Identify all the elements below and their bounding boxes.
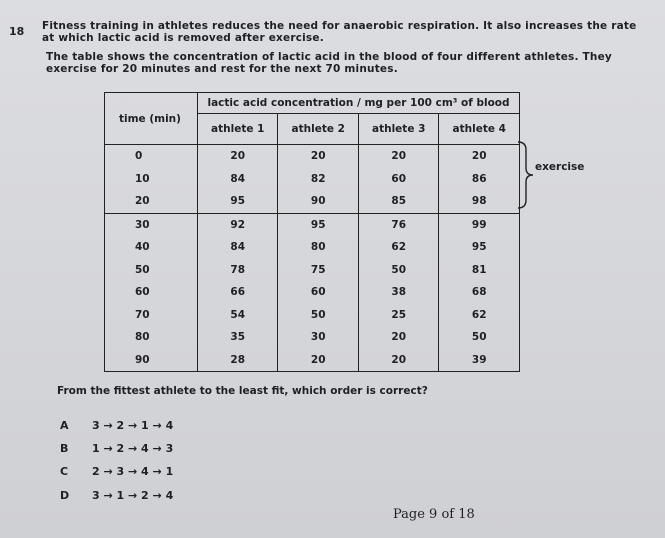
- table-cell: 84: [198, 236, 278, 259]
- table-cell: 20: [358, 326, 438, 349]
- option-text: 3 → 2 → 1 → 4: [92, 419, 174, 432]
- table-cell: 20: [358, 145, 438, 168]
- table-cell: 20: [105, 190, 198, 213]
- option-letter: B: [60, 442, 69, 455]
- table-cell: 85: [358, 190, 438, 213]
- table-row: [105, 259, 520, 282]
- table-cell: 28: [198, 349, 278, 372]
- option-text: 2 → 3 → 4 → 1: [92, 465, 174, 478]
- intro-line-1: Fitness training in athletes reduces the need for anaerobic respiration. It also increases the rate: [42, 20, 637, 32]
- option-text: 1 → 2 → 4 → 3: [92, 442, 174, 455]
- table-cell: 95: [439, 236, 520, 259]
- table-cell: 35: [198, 326, 278, 349]
- table-cell: 50: [439, 326, 520, 349]
- table-intro: [46, 51, 656, 75]
- table-cell: 82: [278, 168, 358, 191]
- table-cell: 30: [105, 213, 198, 236]
- table-row: [105, 213, 520, 236]
- table-cell: 76: [358, 213, 438, 236]
- table-cell: 90: [278, 190, 358, 213]
- option-b[interactable]: [60, 442, 173, 455]
- table-cell: 99: [439, 213, 520, 236]
- table-cell: 81: [439, 259, 520, 282]
- exercise-label: exercise: [535, 161, 585, 173]
- question-text: From the fittest athlete to the least fit, which order is correct?: [57, 385, 428, 397]
- option-d[interactable]: [60, 489, 173, 502]
- table-cell: 20: [278, 349, 358, 372]
- table-cell: 78: [198, 259, 278, 282]
- table-cell: 39: [439, 349, 520, 372]
- athlete-2-header: athlete 2: [278, 114, 358, 145]
- table-row: [105, 145, 520, 168]
- table-cell: 66: [198, 281, 278, 304]
- table-cell: 62: [358, 236, 438, 259]
- table-cell: 68: [439, 281, 520, 304]
- time-header: time (min): [105, 93, 198, 145]
- table-row: [105, 326, 520, 349]
- table-cell: 84: [198, 168, 278, 191]
- table-row: [105, 304, 520, 327]
- table-cell: 86: [439, 168, 520, 191]
- table-cell: 54: [198, 304, 278, 327]
- table-cell: 60: [105, 281, 198, 304]
- table-cell: 10: [105, 168, 198, 191]
- curly-brace-icon: [516, 140, 536, 210]
- table-cell: 75: [278, 259, 358, 282]
- table-cell: 62: [439, 304, 520, 327]
- intro-line-2: at which lactic acid is removed after exercise.: [42, 32, 324, 44]
- table-cell: 25: [358, 304, 438, 327]
- table-cell: 50: [278, 304, 358, 327]
- table-cell: 20: [439, 145, 520, 168]
- table-row: [105, 349, 520, 372]
- option-a[interactable]: [60, 419, 173, 432]
- table-cell: 30: [278, 326, 358, 349]
- table-cell: 50: [105, 259, 198, 282]
- table-cell: 38: [358, 281, 438, 304]
- table-cell: 95: [198, 190, 278, 213]
- option-letter: D: [60, 489, 70, 502]
- lactic-acid-table: [104, 92, 520, 372]
- table-cell: 95: [278, 213, 358, 236]
- table-cell: 70: [105, 304, 198, 327]
- question-intro: [42, 20, 652, 44]
- table-cell: 50: [358, 259, 438, 282]
- table-cell: 40: [105, 236, 198, 259]
- option-c[interactable]: [60, 465, 173, 478]
- table-cell: 0: [105, 145, 198, 168]
- table-cell: 98: [439, 190, 520, 213]
- athlete-3-header: athlete 3: [358, 114, 438, 145]
- page-footer: Page 9 of 18: [393, 507, 475, 522]
- table-cell: 60: [278, 281, 358, 304]
- table-cell: 20: [278, 145, 358, 168]
- table-cell: 60: [358, 168, 438, 191]
- question-number: 18: [9, 25, 25, 38]
- table-intro-line-1: The table shows the concentration of lactic acid in the blood of four different athletes. They: [46, 51, 612, 63]
- table-cell: 80: [278, 236, 358, 259]
- option-letter: C: [60, 465, 69, 478]
- table-row: [105, 168, 520, 191]
- table-row: [105, 281, 520, 304]
- table-cell: 92: [198, 213, 278, 236]
- table-intro-line-2: exercise for 20 minutes and rest for the next 70 minutes.: [46, 63, 398, 75]
- table-cell: 20: [198, 145, 278, 168]
- table-cell: 90: [105, 349, 198, 372]
- table-row: [105, 236, 520, 259]
- table-title: lactic acid concentration / mg per 100 cm³ of blood: [198, 93, 520, 114]
- table-row: [105, 190, 520, 213]
- athlete-1-header: athlete 1: [198, 114, 278, 145]
- athlete-4-header: athlete 4: [439, 114, 520, 145]
- table-cell: 20: [358, 349, 438, 372]
- table-cell: 80: [105, 326, 198, 349]
- option-text: 3 → 1 → 2 → 4: [92, 489, 174, 502]
- option-letter: A: [60, 419, 69, 432]
